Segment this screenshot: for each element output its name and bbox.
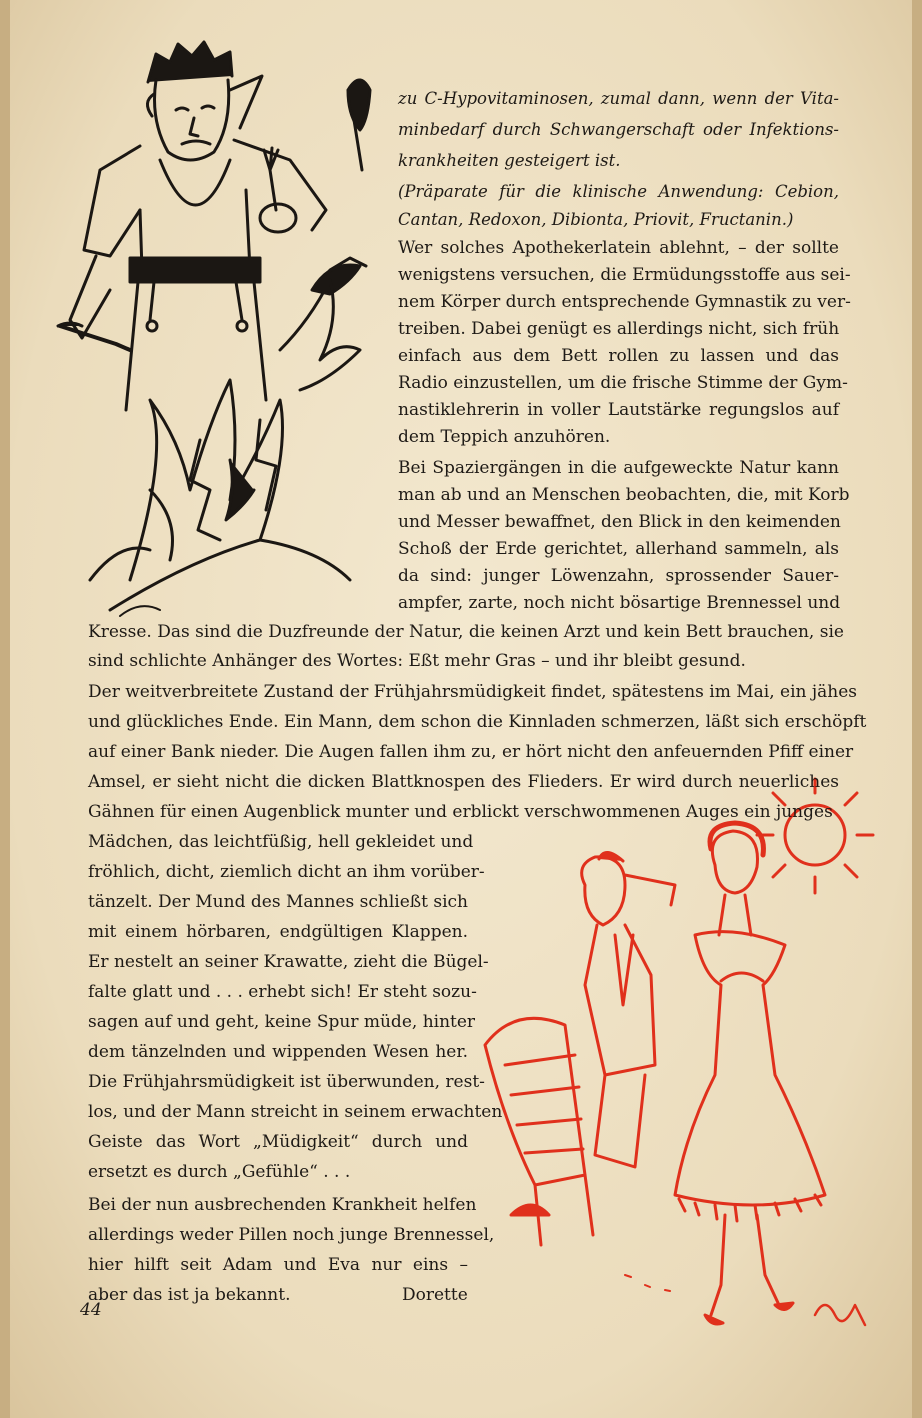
spaziergang-line-6: ampfer, zarte, noch nicht bösartige Brennessel und xyxy=(398,593,841,613)
illustration-bench-scene-red xyxy=(475,775,905,1355)
mai-narrow-line-9: Die Frühjahrsmüdigkeit ist überwunden, rest- xyxy=(88,1072,485,1092)
schluss-line-4: aber das ist ja bekannt. xyxy=(88,1285,291,1305)
spaziergang-line-3: und Messer bewaffnet, den Blick in den keimenden xyxy=(398,512,841,532)
mai-narrow-line-1: Mädchen, das leichtfüßig, hell gekleidet und xyxy=(88,832,474,852)
page-edge-left xyxy=(0,0,10,1418)
intro-line-4: (Präparate für die klinische Anwendung: Cebion, xyxy=(398,182,839,201)
mai-narrow-line-11: Geiste das Wort „Müdigkeit“ durch und xyxy=(88,1132,468,1152)
mai-narrow-line-12: ersetzt es durch „Gefühle“ . . . xyxy=(88,1162,351,1182)
schluss-line-2: allerdings weder Pillen noch junge Brennessel, xyxy=(88,1225,495,1245)
spaziergang-wide-line-1: Kresse. Das sind die Duzfreunde der Natur, die keinen Arzt und kein Bett brauchen, sie xyxy=(88,622,844,642)
spaziergang-line-2: man ab und an Menschen beobachten, die, mit Korb xyxy=(398,485,850,505)
gymnastik-line-8: dem Teppich anzuhören. xyxy=(398,427,611,447)
schluss-line-1: Bei der nun ausbrechenden Krankheit helfen xyxy=(88,1195,477,1215)
mai-narrow-line-6: falte glatt und . . . erhebt sich! Er steht sozu- xyxy=(88,982,477,1002)
mai-wide-line-1: Der weitverbreitete Zustand der Frühjahrsmüdigkeit findet, spätestens im Mai, ein jähes xyxy=(88,682,858,702)
intro-line-2: minbedarf durch Schwangerschaft oder Infektions- xyxy=(398,120,839,139)
mai-narrow-line-7: sagen auf und geht, keine Spur müde, hinter xyxy=(88,1012,476,1032)
mai-wide-line-2: und glückliches Ende. Ein Mann, dem schon die Kinnladen schmerzen, läßt sich erschöpft xyxy=(88,712,867,732)
mai-narrow-line-3: tänzelt. Der Mund des Mannes schließt sich xyxy=(88,892,468,912)
mai-narrow-line-8: dem tänzelnden und wippenden Wesen her. xyxy=(88,1042,468,1062)
illustration-man-with-dandelions xyxy=(30,20,390,620)
gymnastik-line-3: nem Körper durch entsprechende Gymnastik zu ver- xyxy=(398,292,851,312)
gymnastik-line-1: Wer solches Apothekerlatein ablehnt, – der sollte xyxy=(398,238,839,258)
gymnastik-line-5: einfach aus dem Bett rollen zu lassen und das xyxy=(398,346,839,366)
mai-narrow-line-4: mit einem hörbaren, endgültigen Klappen. xyxy=(88,922,468,942)
gymnastik-line-7: nastiklehrerin in voller Lautstärke regungslos auf xyxy=(398,400,839,420)
gymnastik-line-2: wenigstens versuchen, die Ermüdungsstoffe aus sei- xyxy=(398,265,851,285)
spaziergang-wide-line-2: sind schlichte Anhänger des Wortes: Eßt mehr Gras – und ihr bleibt gesund. xyxy=(88,651,746,671)
mai-narrow-line-5: Er nestelt an seiner Krawatte, zieht die Bügel- xyxy=(88,952,489,972)
intro-line-5: Cantan, Redoxon, Dibionta, Priovit, Fructanin.) xyxy=(398,210,794,229)
mai-wide-line-4: Amsel, er sieht nicht die dicken Blattknospen des Flieders. Er wird durch neuerliches xyxy=(88,772,839,792)
mai-wide-line-5: Gähnen für einen Augenblick munter und erblickt verschwommenen Auges ein junges xyxy=(88,802,833,822)
mai-wide-line-3: auf einer Bank nieder. Die Augen fallen ihm zu, er hört nicht den anfeuernden Pfiff einer xyxy=(88,742,854,762)
intro-line-1: zu C-Hypovitaminosen, zumal dann, wenn der Vita- xyxy=(398,89,839,108)
spaziergang-line-4: Schoß der Erde gerichtet, allerhand sammeln, als xyxy=(398,539,839,559)
mai-narrow-line-2: fröhlich, dicht, ziemlich dicht an ihm vorüber- xyxy=(88,862,485,882)
page-edge-right xyxy=(912,0,922,1418)
mai-narrow-line-10: los, und der Mann streicht in seinem erwachten xyxy=(88,1102,503,1122)
author-signature: Dorette xyxy=(402,1285,468,1305)
page-number: 44 xyxy=(80,1300,102,1320)
spaziergang-line-5: da sind: junger Löwenzahn, sprossender Sauer- xyxy=(398,566,839,586)
schluss-line-3: hier hilft seit Adam und Eva nur eins – xyxy=(88,1255,468,1275)
gymnastik-line-6: Radio einzustellen, um die frische Stimme der Gym- xyxy=(398,373,848,393)
intro-line-3: krankheiten gesteigert ist. xyxy=(398,151,621,170)
spaziergang-line-1: Bei Spaziergängen in die aufgeweckte Natur kann xyxy=(398,458,839,478)
gymnastik-line-4: treiben. Dabei genügt es allerdings nicht, sich früh xyxy=(398,319,840,339)
